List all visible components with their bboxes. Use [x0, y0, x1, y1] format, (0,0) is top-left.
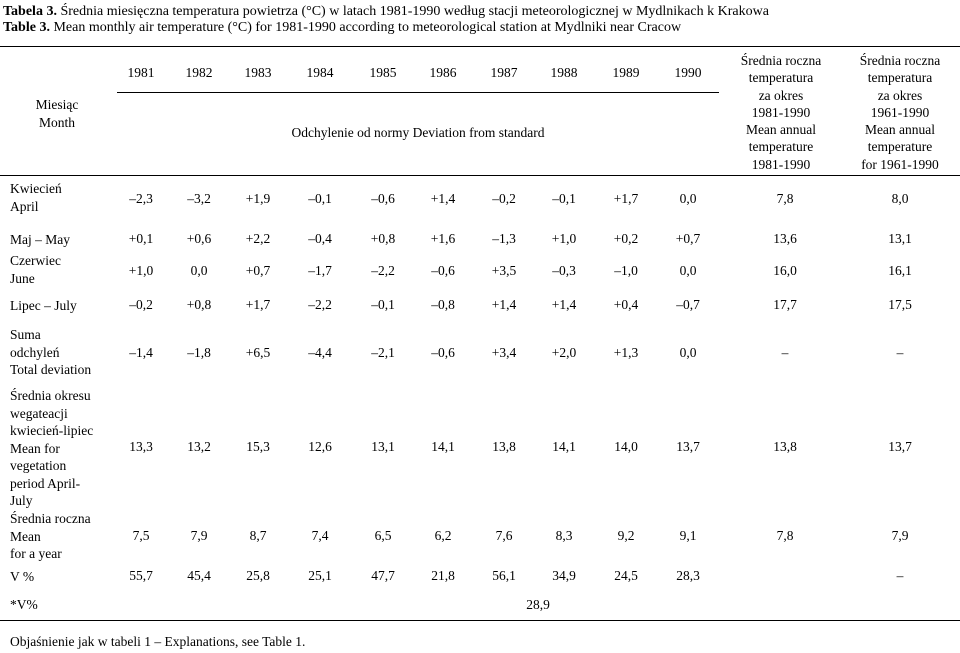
table-cell: +6,5 [245, 345, 271, 360]
mean-header-line: Mean annual [745, 122, 817, 138]
month-header [8, 96, 106, 132]
row-label [10, 568, 34, 586]
table-cell: 55,7 [129, 568, 153, 583]
row-label [10, 252, 61, 287]
table-cell: 8,3 [555, 528, 573, 543]
mean-header-line: temperature [867, 139, 933, 155]
table-cell: 0,0 [679, 263, 697, 278]
table-cell: +1,9 [245, 191, 271, 206]
v-mean-label: *V% [10, 597, 38, 612]
v-mean-value: 28,9 [526, 597, 550, 612]
table-cell: 14,1 [552, 439, 576, 454]
table-number-en: Table 3. [3, 20, 50, 35]
mean-header-line: Średnia roczna [740, 53, 822, 68]
table-cell: 8,7 [249, 528, 267, 543]
mean-1981-cell: 13,8 [773, 439, 797, 454]
rule-top [0, 46, 960, 47]
table-cell: +1,3 [613, 345, 639, 360]
table-cell: +0,6 [186, 231, 212, 246]
mean-header-line: for 1961-1990 [861, 156, 939, 172]
table-cell: 45,4 [187, 568, 211, 583]
row-label-line: June [10, 270, 35, 286]
table-cell: –0,6 [431, 263, 455, 278]
month-header-en: Month [38, 115, 75, 130]
mean-1981-cell: 7,8 [776, 191, 794, 206]
table-cell: 25,1 [308, 568, 332, 583]
table-cell: +1,7 [613, 191, 639, 206]
table-cell: 12,6 [308, 439, 332, 454]
table-cell: 13,3 [129, 439, 153, 454]
mean-1961-cell: – [896, 568, 904, 583]
table-cell: +1,0 [128, 263, 154, 278]
year-header: 1983 [244, 65, 272, 80]
row-label-line: Mean for [10, 440, 60, 456]
mean-header-line: temperature [748, 139, 814, 155]
year-header: 1982 [185, 65, 213, 80]
row-label-line: vegetation [10, 458, 67, 473]
table-cell: –0,1 [371, 297, 395, 312]
table-number-pl: Tabela 3. [3, 4, 57, 19]
deviation-header: Odchylenie od normy Deviation from standard [291, 125, 545, 140]
table-cell: –2,2 [308, 297, 332, 312]
table-cell: +1,4 [430, 191, 456, 206]
row-label [10, 297, 77, 315]
row-label-line: Maj – May [10, 232, 70, 247]
mean-header-line: za okres [758, 87, 804, 103]
table-cell: –3,2 [187, 191, 211, 206]
table-cell: –1,0 [614, 263, 638, 278]
row-label-line: Średnia okresu [10, 388, 91, 403]
mean-header-line: Mean annual [864, 122, 936, 138]
table-cell: –0,7 [676, 297, 700, 312]
footnote: Objaśnienie jak w tabeli 1 – Explanations, see Table 1. [10, 634, 306, 649]
table-cell: +0,4 [613, 297, 639, 312]
mean-header-line: za okres [877, 87, 923, 103]
row-label [10, 180, 62, 215]
table-cell: +2,2 [245, 231, 271, 246]
mean-header-line: 1961-1990 [870, 104, 930, 120]
table-cell: –2,2 [371, 263, 395, 278]
table-cell: –1,7 [308, 263, 332, 278]
table-cell: 0,0 [190, 263, 208, 278]
table-cell: –0,3 [552, 263, 576, 278]
row-label-line: Lipec – July [10, 298, 77, 313]
table-cell: 13,8 [492, 439, 516, 454]
row-label-line: kwiecień-lipiec [10, 423, 94, 438]
table-cell: +0,8 [370, 231, 396, 246]
row-label-line: odchyleń [10, 344, 60, 360]
mean-1961-cell: 16,1 [888, 263, 912, 278]
year-header: 1988 [550, 65, 578, 80]
mean-header-line: Średnia roczna [859, 53, 941, 68]
table-cell: 0,0 [679, 345, 697, 360]
year-header: 1984 [306, 65, 334, 80]
table-cell: 0,0 [679, 191, 697, 206]
mean-1961-cell: 17,5 [888, 297, 912, 312]
mean-1981-cell: 7,8 [776, 528, 794, 543]
table-cell: –4,4 [308, 345, 332, 360]
table-cell: +2,0 [551, 345, 577, 360]
row-label-line: Total deviation [10, 362, 92, 377]
table-cell: 47,7 [371, 568, 395, 583]
table-cell: 9,1 [679, 528, 697, 543]
year-header: 1986 [429, 65, 457, 80]
mean-1961-cell: 13,7 [888, 439, 912, 454]
row-label-line: Suma [10, 327, 41, 342]
table-cell: +1,7 [245, 297, 271, 312]
table-caption-en: Mean monthly air temperature (°C) for 1981-1990 according to meteorological station at Mydlniki near Cracow [49, 20, 682, 35]
table-cell: +1,4 [551, 297, 577, 312]
row-label [10, 510, 91, 563]
table-cell: 7,5 [132, 528, 150, 543]
table-cell: +1,0 [551, 231, 577, 246]
table-cell: 13,1 [371, 439, 395, 454]
table-cell: –2,3 [129, 191, 153, 206]
table-caption-pl: Średnia miesięczna temperatura powietrza (°C) w latach 1981-1990 według stacji meteorologicznej w Mydlnikach k Krakowa [56, 4, 769, 19]
table-cell: –0,2 [129, 297, 153, 312]
table-cell: 15,3 [246, 439, 270, 454]
table-cell: +1,4 [491, 297, 517, 312]
row-label [10, 387, 93, 510]
table-cell: –1,3 [492, 231, 516, 246]
table-cell: –0,1 [552, 191, 576, 206]
mean-1961-cell: 7,9 [891, 528, 909, 543]
table-cell: +0,1 [128, 231, 154, 246]
row-label-line: July [10, 493, 33, 508]
table-cell: 25,8 [246, 568, 270, 583]
mean-1981-cell: 17,7 [773, 297, 797, 312]
table-cell: –2,1 [371, 345, 395, 360]
table-cell: 34,9 [552, 568, 576, 583]
rule-table-bottom [0, 620, 960, 621]
rule-header-bottom [0, 175, 960, 176]
table-cell: 7,9 [190, 528, 208, 543]
table-cell: 21,8 [431, 568, 455, 583]
row-label-line: V % [10, 569, 35, 584]
row-label-line: Średnia roczna [10, 511, 91, 526]
table-cell: 28,3 [676, 568, 700, 583]
year-header: 1981 [127, 65, 155, 80]
table-cell: 6,2 [434, 528, 452, 543]
table-cell: +1,6 [430, 231, 456, 246]
row-label [10, 326, 91, 379]
table-cell: –0,6 [431, 345, 455, 360]
rule-years [117, 92, 719, 93]
table-cell: 7,6 [495, 528, 513, 543]
table-cell: +3,4 [491, 345, 517, 360]
table-cell: 14,0 [614, 439, 638, 454]
row-label-line: Kwiecień [10, 181, 62, 196]
table-cell: –0,8 [431, 297, 455, 312]
mean-header-line: temperatura [748, 70, 814, 86]
mean-1961-header [840, 52, 960, 173]
year-header: 1985 [369, 65, 397, 80]
row-label-line: period April- [10, 475, 81, 491]
mean-header-line: 1981-1990 [751, 104, 811, 120]
year-header: 1990 [674, 65, 702, 80]
table-title-en [3, 20, 681, 35]
table-cell: +0,7 [245, 263, 271, 278]
mean-1961-cell: 13,1 [888, 231, 912, 246]
table-cell: –0,6 [371, 191, 395, 206]
table-cell: +0,7 [675, 231, 701, 246]
mean-1961-cell: – [896, 345, 904, 360]
mean-1981-cell: 16,0 [773, 263, 797, 278]
row-label [10, 231, 70, 249]
mean-1961-cell: 8,0 [891, 191, 909, 206]
mean-1981-header [718, 52, 844, 173]
table-cell: 13,2 [187, 439, 211, 454]
table-cell: 9,2 [617, 528, 635, 543]
table-cell: –0,2 [492, 191, 516, 206]
table-cell: 6,5 [374, 528, 392, 543]
table-cell: 13,7 [676, 439, 700, 454]
table-cell: 7,4 [311, 528, 329, 543]
table-title-pl [3, 4, 769, 19]
table-cell: +3,5 [491, 263, 517, 278]
year-header: 1989 [612, 65, 640, 80]
table-cell: –0,4 [308, 231, 332, 246]
table-cell: +0,8 [186, 297, 212, 312]
mean-1981-cell: 13,6 [773, 231, 797, 246]
table-cell: 56,1 [492, 568, 516, 583]
row-label-line: for a year [10, 546, 62, 561]
mean-1981-cell: – [781, 345, 789, 360]
row-label-line: wegateacji [10, 405, 68, 421]
row-label-line: Mean [10, 528, 41, 544]
mean-header-line: 1981-1990 [751, 156, 811, 172]
table-cell: –0,1 [308, 191, 332, 206]
table-cell: –1,4 [129, 345, 153, 360]
row-label-line: April [10, 198, 39, 214]
month-header-pl: Miesiąc [35, 97, 79, 112]
table-cell: +0,2 [613, 231, 639, 246]
table-cell: 24,5 [614, 568, 638, 583]
mean-header-line: temperatura [867, 70, 933, 86]
table-cell: 14,1 [431, 439, 455, 454]
table-cell: –1,8 [187, 345, 211, 360]
row-label-line: Czerwiec [10, 253, 61, 268]
year-header: 1987 [490, 65, 518, 80]
